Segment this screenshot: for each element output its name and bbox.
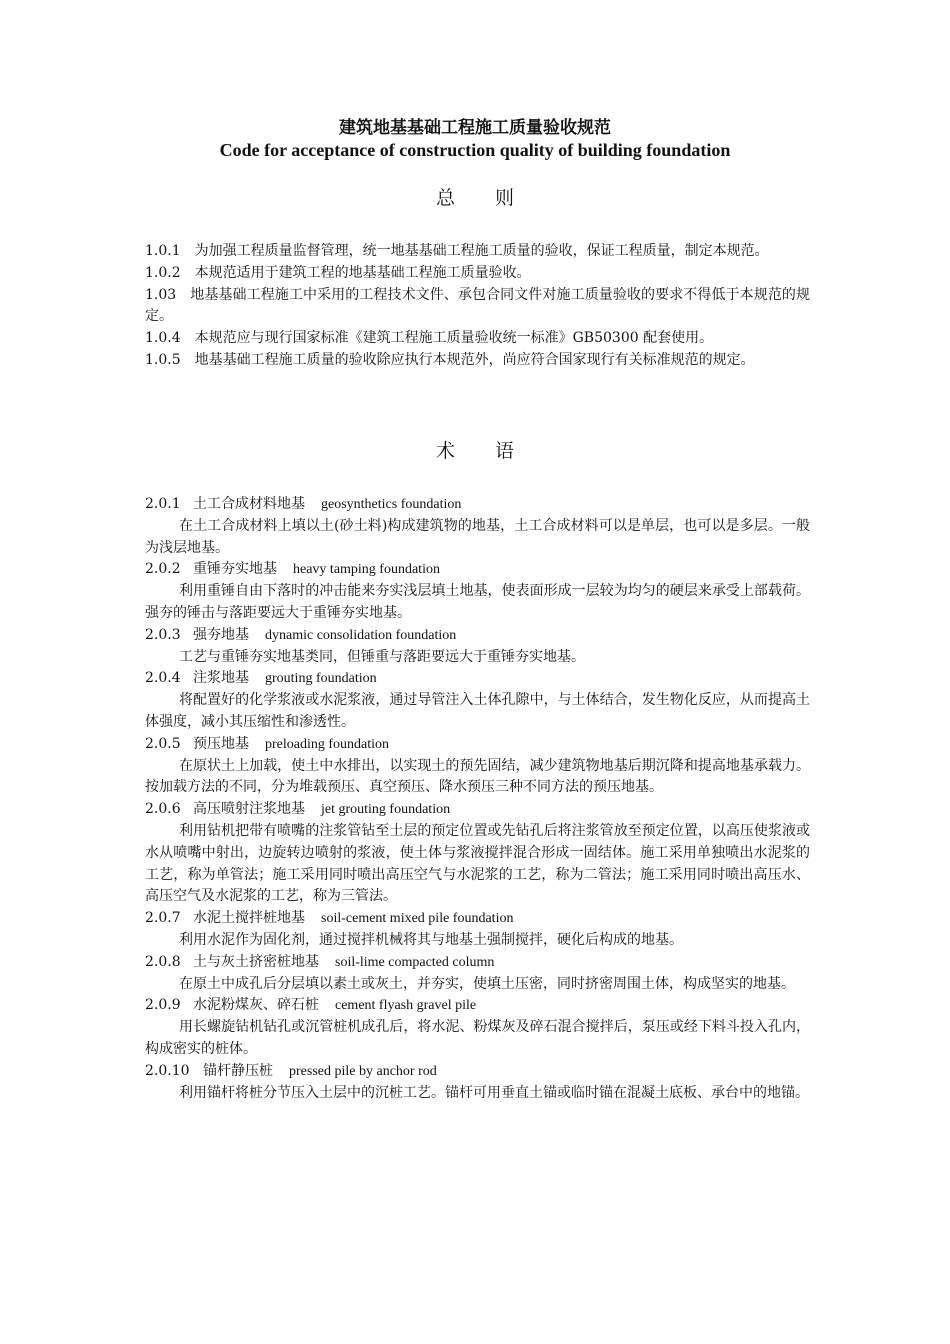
term-entry (145, 952, 810, 996)
term-description: 将配置好的化学浆液或水泥浆液，通过导管注入土体孔隙中，与土体结合，发生物化反应，从而提高土体强度，减小其压缩性和渗透性。 (145, 692, 810, 730)
clause-text: 为加强工程质量监督管理，统一地基基础工程施工质量的验收，保证工程质量，制定本规范。 (194, 243, 769, 259)
term-name-chinese: 重锤夯实地基 (193, 561, 277, 578)
clause-text: 本规范适用于建筑工程的地基基础工程施工质量验收。 (194, 264, 531, 281)
section-heading-general: 总则 (435, 187, 554, 209)
term-number: 2.0.7 (145, 910, 181, 927)
clause-number: 1.0.4 (145, 330, 181, 347)
term-name-english: preloading foundation (265, 736, 390, 752)
term-number: 2.0.9 (145, 997, 181, 1014)
term-name-chinese: 预压地基 (193, 735, 249, 752)
term-number: 2.0.6 (145, 801, 181, 818)
term-number: 2.0.5 (145, 735, 181, 752)
term-description: 利用重锤自由下落时的冲击能来夯实浅层填土地基，使表面形成一层较为均匀的硬层来承受上部载荷。强夯的锤击与落距要远大于重锤夯实地基。 (145, 583, 810, 621)
term-number: 2.0.4 (145, 670, 181, 687)
clause-number: 1.0.5 (145, 351, 181, 368)
general-provisions (145, 241, 810, 372)
term-name-english: geosynthetics foundation (321, 497, 462, 512)
term-header (145, 995, 810, 1017)
term-header (145, 494, 810, 516)
term-entry (145, 494, 810, 559)
term-name-english: soil-cement mixed pile foundation (321, 911, 514, 927)
term-description: 用长螺旋钻机钻孔或沉管桩机成孔后，将水泥、粉煤灰及碎石混合搅拌后，泵压或经下料斗投入孔内，构成密实的桩体。 (145, 1019, 810, 1057)
term-number: 2.0.2 (145, 561, 181, 578)
term-name-chinese: 土与灰土挤密桩地基 (193, 953, 319, 970)
term-header (145, 908, 810, 930)
terms-list (145, 494, 810, 1104)
term-name-english: pressed pile by anchor rod (289, 1063, 437, 1079)
term-number: 2.0.1 (145, 496, 181, 512)
term-name-english: cement flyash gravel pile (335, 998, 477, 1014)
clause-item (145, 285, 810, 329)
document-title-chinese: 建筑地基基础工程施工质量验收规范 (339, 118, 611, 138)
term-name-chinese: 水泥土搅拌桩地基 (193, 910, 305, 927)
clause-item (145, 263, 810, 285)
clause-number: 1.0.2 (145, 264, 181, 281)
term-name-english: soil-lime compacted column (335, 954, 495, 970)
term-entry (145, 668, 810, 733)
term-entry (145, 995, 810, 1060)
term-name-english: jet grouting foundation (321, 802, 451, 818)
term-header (145, 734, 810, 756)
term-entry (145, 1061, 810, 1105)
term-entry (145, 559, 810, 624)
term-name-chinese: 水泥粉煤灰、碎石桩 (193, 997, 319, 1014)
term-name-english: grouting foundation (265, 671, 377, 687)
term-number: 2.0.8 (145, 953, 181, 970)
clause-item (145, 241, 810, 263)
term-number: 2.0.3 (145, 626, 181, 643)
term-header (145, 952, 810, 974)
term-description: 在土工合成材料上填以土(砂土料)构成建筑物的地基，土工合成材料可以是单层，也可以是多层。一般为浅层地基。 (145, 517, 810, 556)
term-name-chinese: 注浆地基 (193, 670, 249, 687)
term-description: 利用锚杆将桩分节压入土层中的沉桩工艺。锚杆可用垂直土锚或临时锚在混凝土底板、承台中的地锚。 (179, 1084, 809, 1101)
term-number: 2.0.10 (145, 1062, 190, 1079)
clause-text: 地基基础工程施工中采用的工程技术文件、承包合同文件对施工质量验收的要求不得低于本规范的规定。 (145, 286, 810, 325)
clause-item (145, 350, 810, 372)
clause-text: 地基基础工程施工质量的验收除应执行本规范外，尚应符合国家现行有关标准规范的规定。 (194, 351, 755, 368)
term-entry (145, 734, 810, 799)
section-heading-terms: 术语 (435, 440, 554, 462)
term-header (145, 799, 810, 821)
term-entry (145, 625, 810, 669)
clause-number: 1.03 (145, 286, 177, 303)
term-name-chinese: 高压喷射注浆地基 (193, 801, 305, 818)
clause-text: 本规范应与现行国家标准《建筑工程施工质量验收统一标准》GB50300 配套使用。 (194, 330, 714, 347)
clause-item (145, 328, 810, 350)
document-title-english: Code for acceptance of construction quality of building foundation (219, 140, 731, 160)
term-entry (145, 799, 810, 908)
clause-number: 1.0.1 (145, 243, 181, 259)
term-description: 利用水泥作为固化剂，通过搅拌机械将其与地基土强制搅拌，硬化后构成的地基。 (179, 931, 683, 948)
term-header (145, 625, 810, 647)
term-description: 工艺与重锤夯实地基类同，但锤重与落距要远大于重锤夯实地基。 (179, 648, 585, 665)
term-entry (145, 908, 810, 952)
term-name-chinese: 土工合成材料地基 (193, 496, 305, 512)
term-description: 在原土中成孔后分层填以素土或灰土，并夯实，使填土压密，同时挤密周围土体，构成坚实的地基。 (179, 975, 795, 992)
term-name-english: dynamic consolidation foundation (265, 627, 457, 643)
term-header (145, 668, 810, 690)
term-name-english: heavy tamping foundation (293, 562, 440, 578)
term-description: 利用钻机把带有喷嘴的注浆管钻至土层的预定位置或先钻孔后将注浆管放至预定位置，以高压使浆液或水从喷嘴中射出，边旋转边喷射的浆液，使土体与浆液搅拌混合形成一固结体。施工采用单独喷出水泥浆的工艺，称为单管法；施工采用同时喷出高压空气与水泥浆的工艺，称为二管法；施工采用同时喷出高压水、高压空气及水泥浆的工艺，称为三管法。 (145, 822, 810, 905)
term-header (145, 559, 810, 581)
term-name-chinese: 强夯地基 (193, 626, 249, 643)
term-header (145, 1061, 810, 1083)
term-description: 在原状土上加载，使土中水排出，以实现土的预先固结，减少建筑物地基后期沉降和提高地基承载力。按加载方法的不同，分为堆载预压、真空预压、降水预压三种不同方法的预压地基。 (145, 757, 810, 796)
term-name-chinese: 锚杆静压桩 (203, 1062, 273, 1079)
